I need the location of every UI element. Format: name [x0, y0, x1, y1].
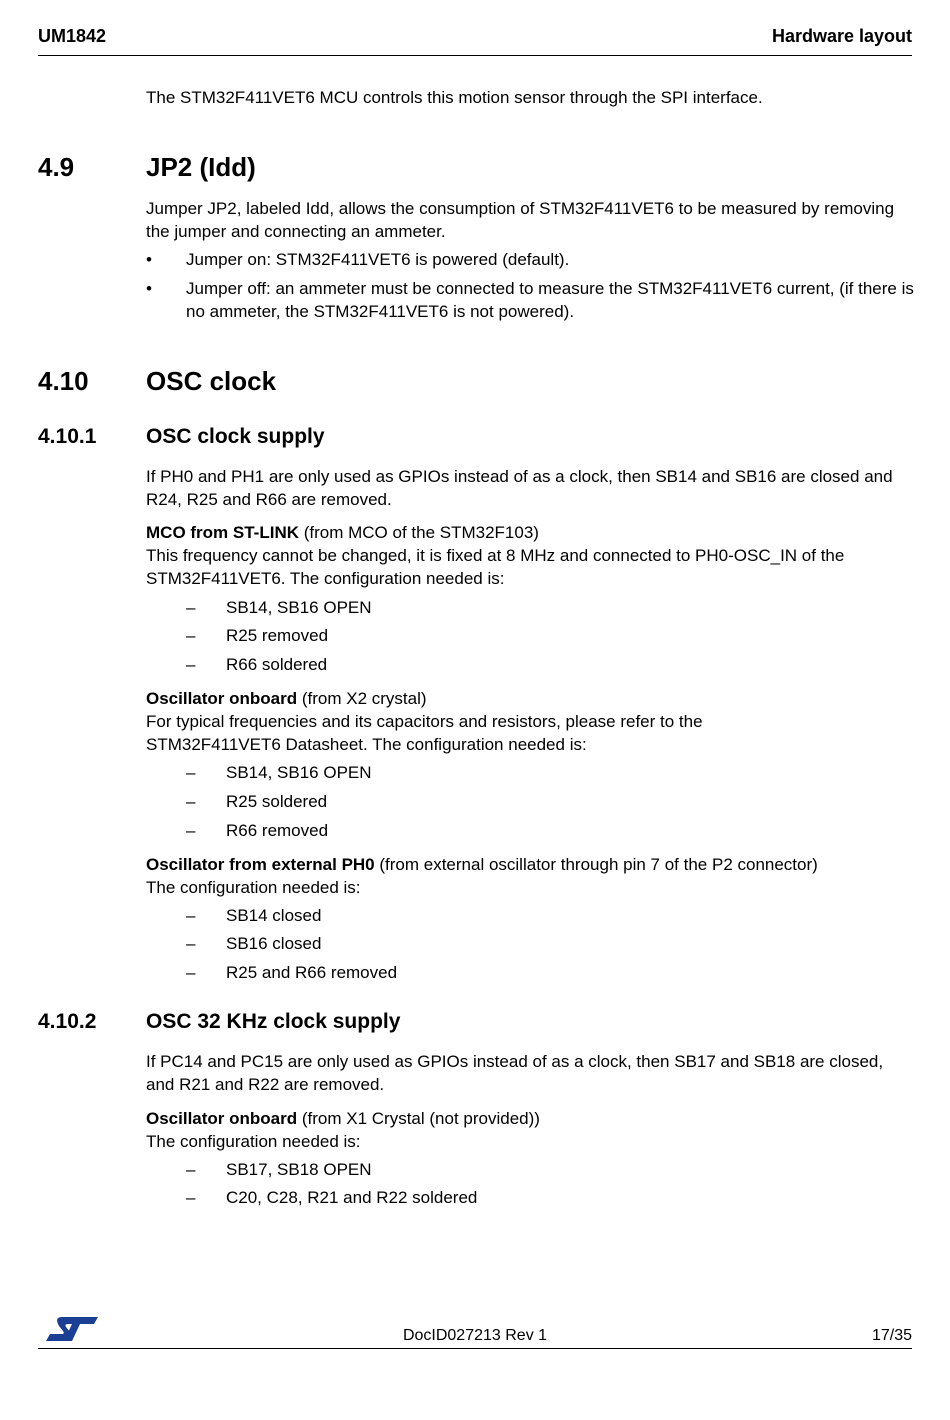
list-item-text: SB17, SB18 OPEN: [226, 1160, 372, 1179]
mco-description: This frequency cannot be changed, it is fixed at 8 MHz and connected to PH0-OSC_IN of the STM32F411VET6. The configuration needed is:: [146, 546, 845, 588]
subheading-rest: (from external oscillator through pin 7 of the P2 connector): [374, 855, 818, 874]
list-item-text: Jumper off: an ammeter must be connected to measure the STM32F411VET6 current, (if there is no ammeter, the STM32F411VET6 is not powered).: [186, 279, 914, 321]
external-subheading: [146, 853, 916, 876]
header-rule: [38, 55, 912, 56]
section-4-9-paragraph: Jumper JP2, labeled Idd, allows the consumption of STM32F411VET6 to be measured by removing the jumper and connecting an ammeter.: [146, 199, 895, 241]
dash-mark: –: [186, 598, 196, 617]
page-number: 17/35: [871, 1327, 912, 1344]
external-description: The configuration needed is:: [146, 878, 361, 897]
dash-mark: –: [186, 934, 196, 953]
dash-mark: –: [186, 655, 196, 674]
page-header: [38, 26, 912, 46]
section-number: 4.10.1: [38, 425, 97, 448]
section-title: OSC clock: [146, 366, 277, 396]
footer-rule: [38, 1348, 912, 1349]
list-item-text: R66 removed: [226, 821, 329, 840]
subheading-bold: Oscillator from external PH0: [146, 855, 375, 874]
list-item-text: R66 soldered: [226, 655, 328, 674]
subheading-rest: (from X2 crystal): [297, 689, 427, 708]
list-item-text: R25 and R66 removed: [226, 963, 398, 982]
section-title: OSC clock supply: [146, 425, 325, 448]
bullet-mark: •: [146, 250, 152, 269]
onboard-32k-description: The configuration needed is:: [146, 1132, 361, 1151]
list-item-text: R25 removed: [226, 626, 329, 645]
section-title: JP2 (Idd): [146, 152, 256, 182]
bullet-mark: •: [146, 279, 152, 298]
dash-mark: –: [186, 1160, 196, 1179]
subheading-bold: MCO from ST-LINK: [146, 523, 299, 542]
dash-mark: –: [186, 963, 196, 982]
chapter-title: Hardware layout: [771, 26, 912, 46]
dash-mark: –: [186, 821, 196, 840]
list-item-text: SB16 closed: [226, 934, 322, 953]
subheading-rest: (from X1 Crystal (not provided)): [297, 1109, 540, 1128]
mco-subheading: [146, 521, 916, 544]
subheading-rest: (from MCO of the STM32F103): [299, 523, 539, 542]
section-title: OSC 32 KHz clock supply: [146, 1010, 401, 1033]
onboard-subheading: [146, 687, 916, 710]
list-item-text: SB14, SB16 OPEN: [226, 763, 372, 782]
list-item-text: C20, C28, R21 and R22 soldered: [226, 1188, 478, 1207]
dash-mark: –: [186, 906, 196, 925]
footer-doc-id: DocID027213 Rev 1: [402, 1327, 548, 1344]
onboard-description: For typical frequencies and its capacitors and resistors, please refer to the STM32F411VET6 Datasheet. The configuration needed is:: [146, 712, 703, 754]
document-id: UM1842: [38, 26, 107, 46]
section-number: 4.10.2: [38, 1010, 97, 1033]
dash-mark: –: [186, 763, 196, 782]
section-4-10-2-paragraph: If PC14 and PC15 are only used as GPIOs instead of as a clock, then SB17 and SB18 are closed, and R21 and R22 are removed.: [146, 1052, 884, 1094]
dash-mark: –: [186, 792, 196, 811]
section-number: 4.10: [38, 366, 89, 396]
list-item-text: Jumper on: STM32F411VET6 is powered (default).: [186, 250, 570, 269]
subheading-bold: Oscillator onboard: [146, 689, 298, 708]
list-item-text: R25 soldered: [226, 792, 328, 811]
onboard-32k-subheading: [146, 1107, 916, 1130]
section-number: 4.9: [38, 152, 75, 182]
list-item-text: SB14 closed: [226, 906, 322, 925]
dash-mark: –: [186, 1188, 196, 1207]
intro-paragraph: The STM32F411VET6 MCU controls this motion sensor through the SPI interface.: [146, 88, 763, 107]
section-4-10-1-paragraph: If PH0 and PH1 are only used as GPIOs instead of as a clock, then SB14 and SB16 are closed and R24, R25 and R66 are removed.: [146, 467, 893, 509]
list-item-text: SB14, SB16 OPEN: [226, 598, 372, 617]
dash-mark: –: [186, 626, 196, 645]
subheading-bold: Oscillator onboard: [146, 1109, 298, 1128]
